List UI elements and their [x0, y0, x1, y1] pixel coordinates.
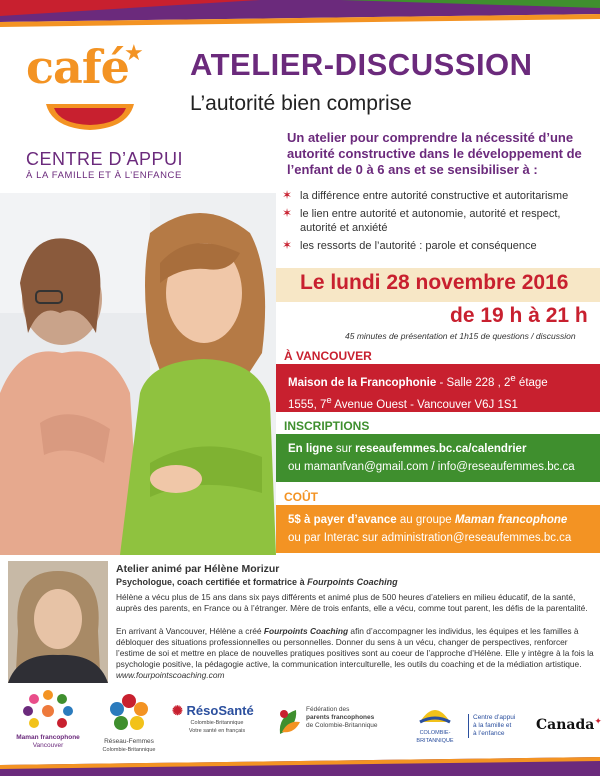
venue-line: Maison de la Francophonie - Salle 228 , 2e étage — [288, 373, 548, 389]
list-item-text: la différence entre autorité constructive et autoritarisme — [300, 190, 569, 202]
centre-subtitle: À LA FAMILLE ET À L’ENFANCE — [26, 170, 182, 181]
event-time: de 19 h à 21 h — [450, 304, 588, 327]
cost-heading: COÛT — [284, 490, 318, 504]
hands-circle-icon — [18, 685, 78, 729]
top-decorative-band — [0, 0, 600, 34]
maple-leaf-icon: ✦ — [594, 716, 602, 726]
logo-wordmark: café — [26, 40, 129, 94]
sun-logo-icon — [418, 706, 452, 724]
inscriptions-heading: INSCRIPTIONS — [284, 419, 370, 433]
vancouver-heading: À VANCOUVER — [284, 349, 372, 363]
resosante-wordmark: ✺ RésoSanté — [172, 703, 254, 718]
coffee-cup-icon — [44, 102, 136, 132]
list-item-text: le lien entre autorité et autonomie, autorité et respect, autorité et anxiété — [300, 207, 561, 234]
event-date: Le lundi 28 novembre 2016 — [300, 271, 569, 294]
partner-maman-francophone: Maman francophone Vancouver — [8, 685, 88, 750]
partner-reseau-femmes: Réseau-Femmes Colombie-Britannique — [86, 693, 172, 754]
list-item — [282, 189, 594, 204]
star-bullet-icon: ✶ — [282, 205, 293, 220]
page-subtitle: L’autorité bien comprise — [190, 92, 412, 115]
star-bullet-icon: ✶ — [282, 188, 293, 202]
mother-child-photo — [0, 193, 276, 555]
presenter-photo — [8, 561, 108, 683]
presenter-bio-2: En arrivant à Vancouver, Hélène a créé Fourpoints Coaching afin d’accompagner les individus, les équipes et les familles à débloquer des situations professionnelles ou personnelles. Donner du sens à un vécu, changer de perspectives, renforcer l’estime de soi et mettre en place de nouvelles pratiques positives sont au coeur de l’approche d’Hélène. Elle y intègre à la fois la psychologie positive, la pédagogie active, la communication interculturelle, les outils du coaching et de la médiation artistique. www.fourpointscoaching.com — [116, 626, 594, 680]
star-bullet-icon: ✶ — [282, 237, 293, 252]
centre-title: CENTRE D’APPUI — [26, 149, 184, 169]
inscriptions-band — [276, 434, 600, 482]
leaf-logo-icon — [276, 706, 302, 738]
partner-colombie-britannique: COLOMBIE- BRITANNIQUE — [408, 706, 462, 745]
vancouver-band — [276, 364, 600, 412]
list-item-text: les ressorts de l’autorité : parole et conséquence — [300, 239, 537, 252]
presenter-name: Atelier animé par Hélène Morizur — [116, 563, 280, 575]
resosante-star-icon: ✺ — [172, 703, 183, 718]
venue-name: Maison de la Francophonie — [288, 376, 437, 389]
event-time-note: 45 minutes de présentation et 1h15 de questions / discussion — [345, 331, 576, 341]
cost-band — [276, 505, 600, 553]
partner-federation-parents: Fédération des parents francophones de Colombie-Britannique — [276, 706, 400, 738]
presenter-bio-1: Hélène a vécu plus de 15 ans dans six pays différents et animé plus de 500 heures d’ateliers en milieu éducatif, de la santé, auprès des parents, en France ou à l’étranger. Mère de trois enfants, elle a vécu, comme tout parent, les défis de la parentalité. — [116, 592, 588, 613]
presenter-website[interactable]: www.fourpointscoaching.com — [116, 670, 225, 680]
page-title: ATELIER-DISCUSSION — [190, 47, 533, 82]
partner-centre-appui: Centre d’appui à la famille et à l’enfance — [468, 714, 532, 738]
bottom-decorative-band — [0, 757, 600, 776]
cafe-logo — [18, 36, 148, 136]
flower-logo-icon — [107, 693, 151, 733]
intro-text: Un atelier pour comprendre la nécessité d’une autorité constructive dans le développement de l’enfant de 0 à 6 ans et se sensibiliser à : — [287, 130, 582, 177]
price-line: 5$ à payer d’avance au groupe Maman francophone — [288, 514, 568, 526]
address-line: 1555, 7e Avenue Ouest - Vancouver V6J 1S1 — [288, 394, 518, 411]
partner-resosante: ✺ RésoSanté Colombie-Britannique Votre santé en français — [172, 703, 262, 735]
presenter-role: Psychologue, coach certifiée et formatrice à Fourpoints Coaching — [116, 577, 398, 587]
registration-link[interactable]: reseaufemmes.bc.ca/calendrier — [355, 443, 527, 455]
logo-star-icon: ★ — [124, 40, 144, 65]
contact-emails[interactable]: ou mamanfvan@gmail.com / info@reseaufemmes.bc.ca — [288, 461, 575, 473]
list-item — [282, 239, 594, 254]
partner-canada-wordmark: Canada✦ — [536, 716, 602, 733]
online-line: En ligne sur reseaufemmes.bc.ca/calendrier — [288, 443, 527, 455]
list-item — [282, 207, 594, 236]
interac-line: ou par Interac sur administration@reseaufemmes.bc.ca — [288, 532, 572, 544]
topics-list — [282, 189, 594, 256]
